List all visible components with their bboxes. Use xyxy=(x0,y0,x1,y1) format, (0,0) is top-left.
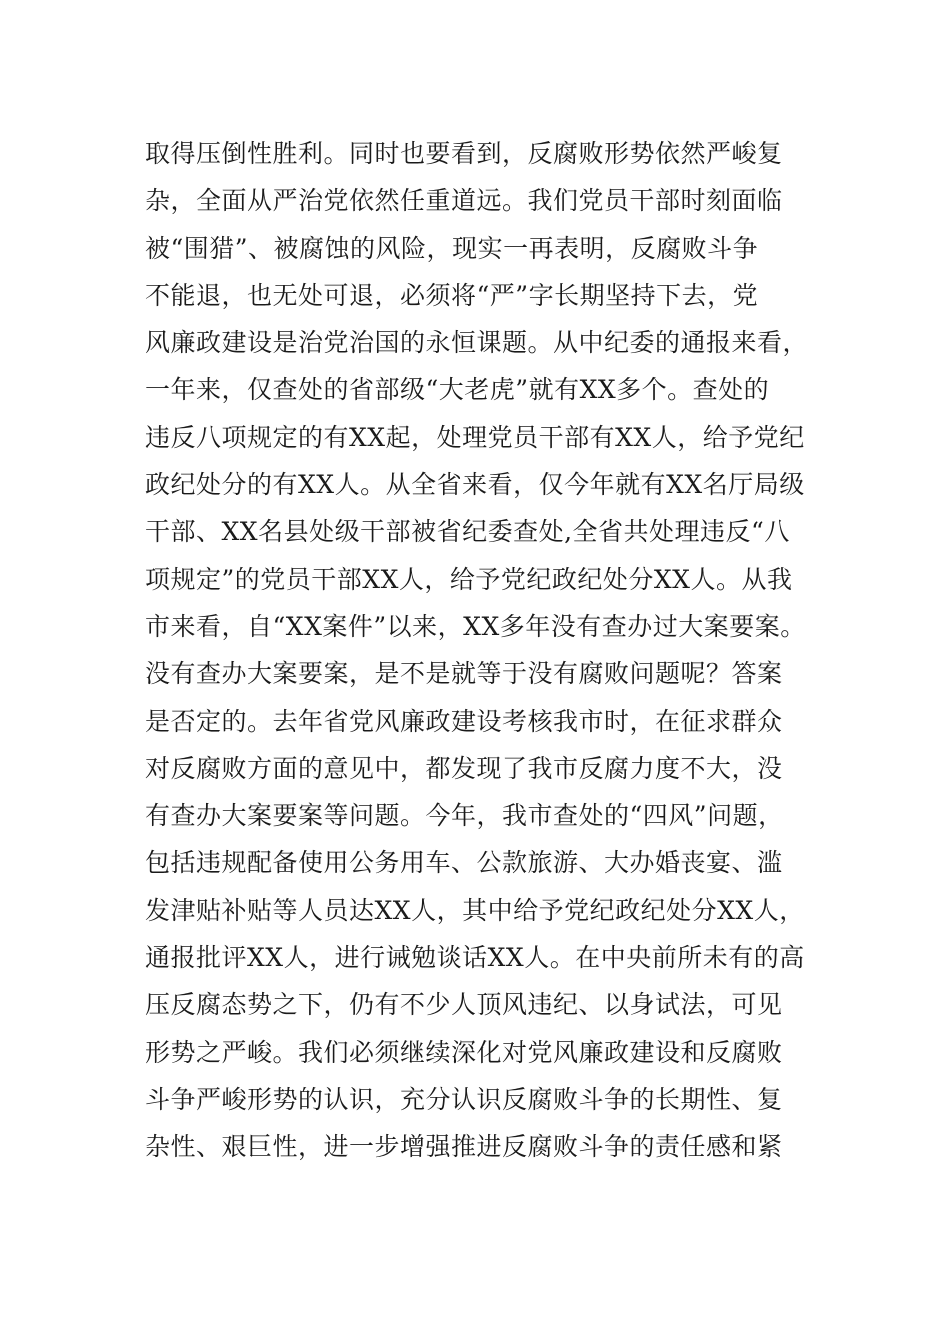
text-line: 压反腐态势之下，仍有不少人顶风违纪、以身试法，可见 xyxy=(145,990,783,1020)
text-line: 被“围猎”、被腐蚀的风险，现实一再表明，反腐败斗争 xyxy=(145,233,759,263)
text-line: 形势之严峻。我们必须继续深化对党风廉政建设和反腐败 xyxy=(145,1037,783,1067)
text-line: 取得压倒性胜利。同时也要看到，反腐败形势依然严峻复 xyxy=(145,139,783,168)
text-line: 通报批评XX人，进行诫勉谈话XX人。在中央前所未有的高 xyxy=(145,943,805,973)
text-line: 斗争严峻形势的认识，充分认识反腐败斗争的长期性、复 xyxy=(145,1084,783,1114)
text-line: 项规定”的党员干部XX人，给予党纪政纪处分XX人。从我 xyxy=(145,564,793,594)
text-line: 风廉政建设是治党治国的永恒课题。从中纪委的通报来看， xyxy=(145,328,809,358)
text-line: 对反腐败方面的意见中，都发现了我市反腐力度不大，没 xyxy=(145,753,783,783)
text-line: 一年来，仅查处的省部级“大老虎”就有XX多个。查处的 xyxy=(145,375,770,405)
text-line: 发津贴补贴等人员达XX人，其中给予党纪政纪处分XX人， xyxy=(145,895,805,925)
body-paragraph xyxy=(145,130,825,1171)
text-line: 没有查办大案要案，是不是就等于没有腐败问题呢？答案 xyxy=(145,659,783,689)
text-line: 杂性、艰巨性，进一步增强推进反腐败斗争的责任感和紧 xyxy=(145,1132,783,1162)
text-line: 是否定的。去年省党风廉政建设考核我市时，在征求群众 xyxy=(145,706,783,736)
text-line: 干部、XX名县处级干部被省纪委查处,全省共处理违反“八 xyxy=(145,517,790,547)
text-line: 不能退，也无处可退，必须将“严”字长期坚持下去，党 xyxy=(145,280,759,310)
text-line: 有查办大案要案等问题。今年，我市查处的“四风”问题， xyxy=(145,801,784,831)
text-line: 违反八项规定的有XX起，处理党员干部有XX人，给予党纪 xyxy=(145,422,805,452)
text-line: 市来看，自“XX案件”以来，XX多年没有查办过大案要案。 xyxy=(145,611,806,641)
text-line: 政纪处分的有XX人。从全省来看，仅今年就有XX名厅局级 xyxy=(145,470,805,500)
text-line: 杂，全面从严治党依然任重道远。我们党员干部时刻面临 xyxy=(145,186,783,216)
text-line: 包括违规配备使用公务用车、公款旅游、大办婚丧宴、滥 xyxy=(145,848,783,878)
